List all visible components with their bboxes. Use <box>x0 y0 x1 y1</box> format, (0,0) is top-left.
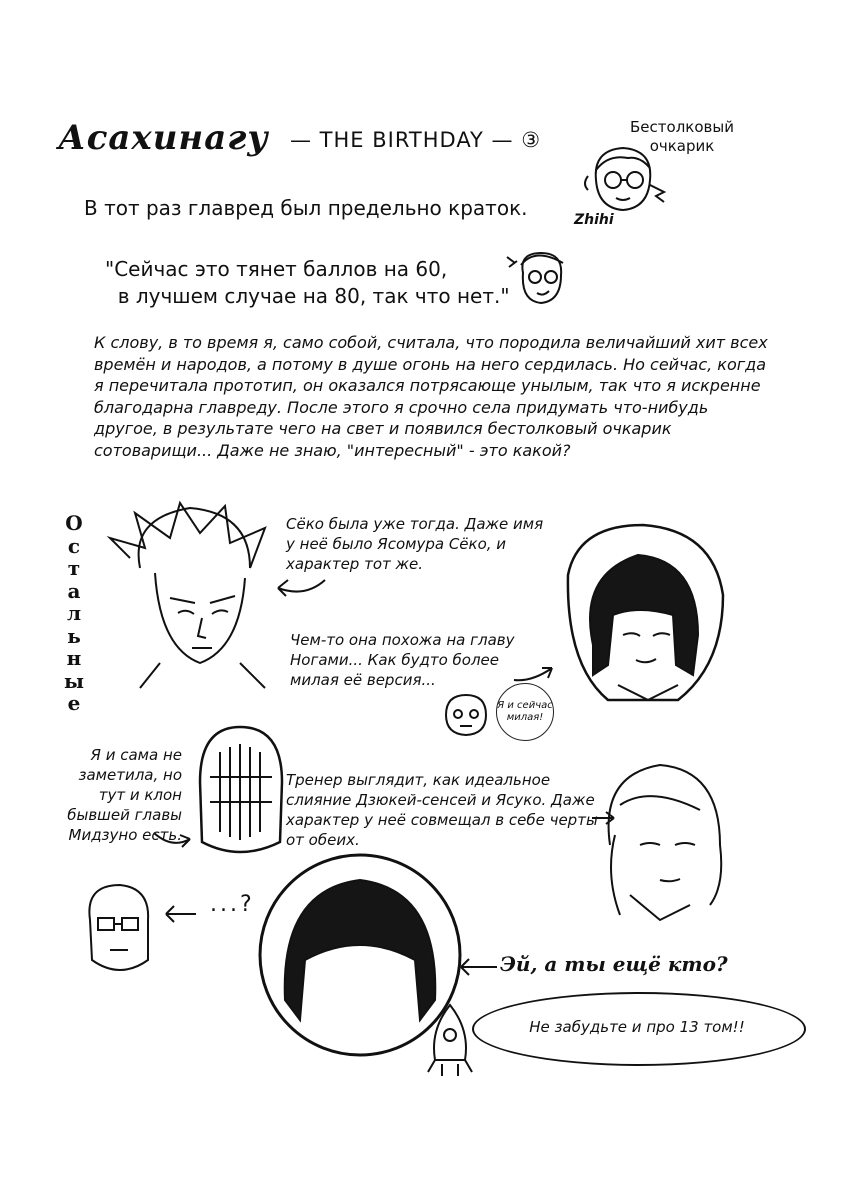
small-face-doodle-illustration <box>438 690 498 740</box>
note-mizuno: Я и сама не заметила, но тут и клон бывшей главы Мидзуно есть. <box>67 746 182 844</box>
note-nogami: Чем-то она похожа на главу Ногами... Как будто более милая её версия... <box>290 631 515 689</box>
glasses-guy-small-illustration <box>70 880 160 990</box>
page-title: Асахинагу <box>58 118 269 158</box>
vertical-letter: ы <box>63 668 85 693</box>
vertical-letter: О <box>65 511 83 535</box>
vertical-label-others <box>60 512 88 715</box>
rocket-mascot-illustration <box>420 1000 480 1080</box>
vertical-letter: л <box>66 601 82 625</box>
big-speech-bubble-text: Не забудьте и про 13 том!! <box>529 1018 745 1036</box>
shout-text: Эй, а ты ещё кто? <box>500 952 728 976</box>
editor-quote: "Сейчас это тянет баллов на 60, в лучшем случае на 80, так что нет." <box>105 257 510 308</box>
author-glasses-face-illustration <box>578 140 668 220</box>
vertical-letter: с <box>67 533 81 558</box>
small-speech-bubble: Я и сейчас милая! <box>496 683 554 741</box>
page-subtitle: — THE BIRTHDAY — ③ <box>290 128 542 152</box>
arrow-right-icon <box>590 808 620 828</box>
note-seko: Сёко была уже тогда. Даже имя у неё было Ясомура Сёко, и характер тот же. <box>286 515 544 573</box>
editor-face-illustration <box>505 245 575 310</box>
vertical-letter: ь <box>67 623 81 648</box>
arrow-left-icon <box>270 570 330 600</box>
vertical-letter: а <box>67 578 81 603</box>
author-name: Zhihi <box>574 212 614 228</box>
question-dots: ...? <box>210 892 255 917</box>
vertical-letter: е <box>67 691 81 715</box>
intro-text: В тот раз главред был предельно краток. <box>84 196 528 220</box>
kendo-mask-character-illustration <box>190 722 290 862</box>
author-label: Бестолковый очкарик <box>630 118 734 155</box>
arrow-left-icon <box>160 900 200 930</box>
story-paragraph: К слову, в то время я, само собой, считала, что породила величайший хит всех времён и народов, а потому в душе огонь на него сердилась. Но сейчас, когда я перечитала прототип, он оказался потрясающе унылым, так что я искренне благодарна главреду. После этого я срочно села придумать что-нибудь другое, в результате чего на свет и появился бестолковый очкарик сотоварищи... Даже не знаю, "интересный" - это какой? <box>94 333 768 460</box>
bob-hair-woman-illustration <box>548 515 728 705</box>
note-coach: Тренер выглядит, как идеальное слияние Дзюкей-сенсей и Ясуко. Даже характер у неё совмещал в себе черты от обеих. <box>286 771 598 849</box>
vertical-letter: т <box>67 556 81 580</box>
arrow-left-icon <box>455 955 500 980</box>
arrow-right-icon <box>150 825 200 855</box>
vertical-letter: н <box>66 646 82 670</box>
spiky-hair-character-illustration <box>100 498 280 688</box>
